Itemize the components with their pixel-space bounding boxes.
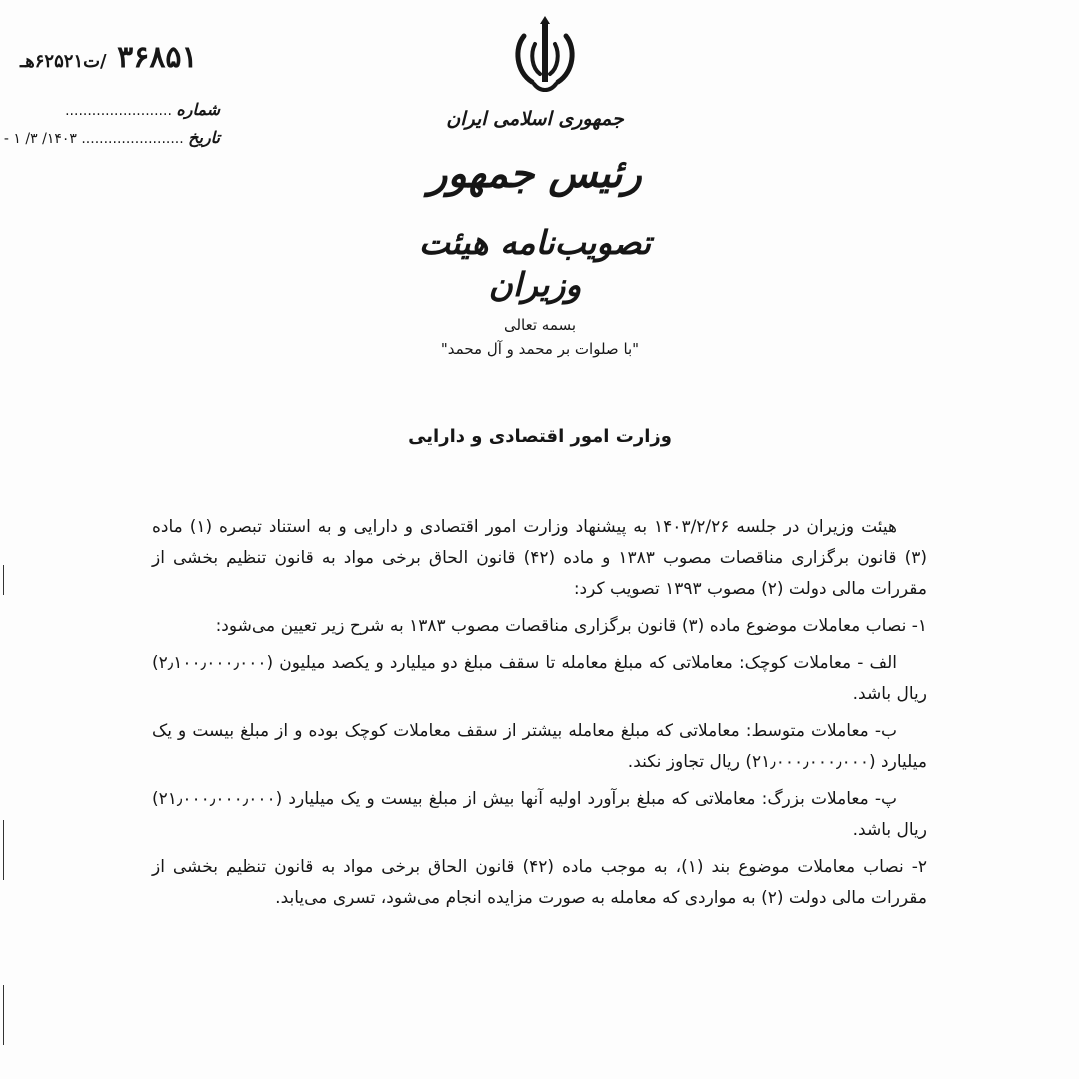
decree-body <box>152 512 927 920</box>
number-line <box>30 100 220 119</box>
paragraph-small-transactions: الف - معاملات کوچک: معاملاتی که مبلغ معامله تا سقف مبلغ دو میلیارد و یکصد میلیون (۲٫۱۰۰٫۰۰۰٫۰۰۰) ریال باشد. <box>152 653 927 704</box>
paragraph-clause-1: ۱- نصاب معاملات موضوع ماده (۳) قانون برگزاری مناقصات مصوب ۱۳۸۳ به شرح زیر تعیین می‌شود: <box>215 616 927 636</box>
document-type: تصویب‌نامه هیئت وزیران <box>418 223 652 304</box>
paragraph-medium-transactions: ب- معاملات متوسط: معاملاتی که مبلغ معامله بیشتر از سقف معاملات کوچک بوده و از مبلغ بیست و یک میلیارد (۲۱٫۰۰۰٫۰۰۰٫۰۰۰) ریال تجاوز نکند. <box>152 721 927 772</box>
paragraph-large-transactions: پ- معاملات بزرگ: معاملاتی که مبلغ برآورد اولیه آنها بیش از مبلغ بیست و یک میلیارد (۲۱٫۰۰۰٫۰۰۰٫۰۰۰) ریال باشد. <box>152 789 927 840</box>
date-dots: ....................... <box>81 131 184 147</box>
scan-edge-mark <box>3 565 4 595</box>
invocation-line-1: بسمه تعالی <box>503 316 577 334</box>
date-value: ۱۴۰۳/ ۳/ ۱ - <box>3 131 77 147</box>
office-title: رئیس جمهور <box>428 150 642 197</box>
country-name: جمهوری اسلامی ایران <box>446 108 624 130</box>
date-line <box>3 128 220 147</box>
recipient-heading: وزارت امور اقتصادی و دارایی <box>408 426 672 447</box>
reference-number <box>20 40 270 75</box>
number-dots: ........................ <box>65 103 172 119</box>
reference-code: /ت۶۲۵۲۱هـ <box>20 51 107 72</box>
number-label: شماره <box>176 100 220 119</box>
iran-emblem-icon <box>510 14 580 96</box>
paragraph-preamble: هیئت وزیران در جلسه ۱۴۰۳/۲/۲۶ به پیشنهاد وزارت امور اقتصادی و دارایی و به استناد تبصره (۱) ماده (۳) قانون برگزاری مناقصات مصوب ۱۳۸۳ و ماده (۴۲) قانون الحاق برخی مواد به قانون تنظیم بخشی از مقررات مالی دولت (۲) مصوب ۱۳۹۳ تصویب کرد: <box>152 517 927 599</box>
date-label: تاریخ <box>188 128 220 147</box>
scan-edge-mark <box>3 985 4 1045</box>
invocation-line-2: "با صلوات بر محمد و آل محمد" <box>440 340 640 358</box>
paragraph-clause-2: ۲- نصاب معاملات موضوع بند (۱)، به موجب ماده (۴۲) قانون الحاق برخی مواد به قانون تنظیم بخشی از مقررات مالی دولت (۲) به مواردی که معامله به صورت مزایده انجام می‌شود، تسری می‌یابد. <box>152 857 927 908</box>
reference-number-value: ۳۶۸۵۱ <box>117 40 198 75</box>
scan-edge-mark <box>3 820 4 880</box>
